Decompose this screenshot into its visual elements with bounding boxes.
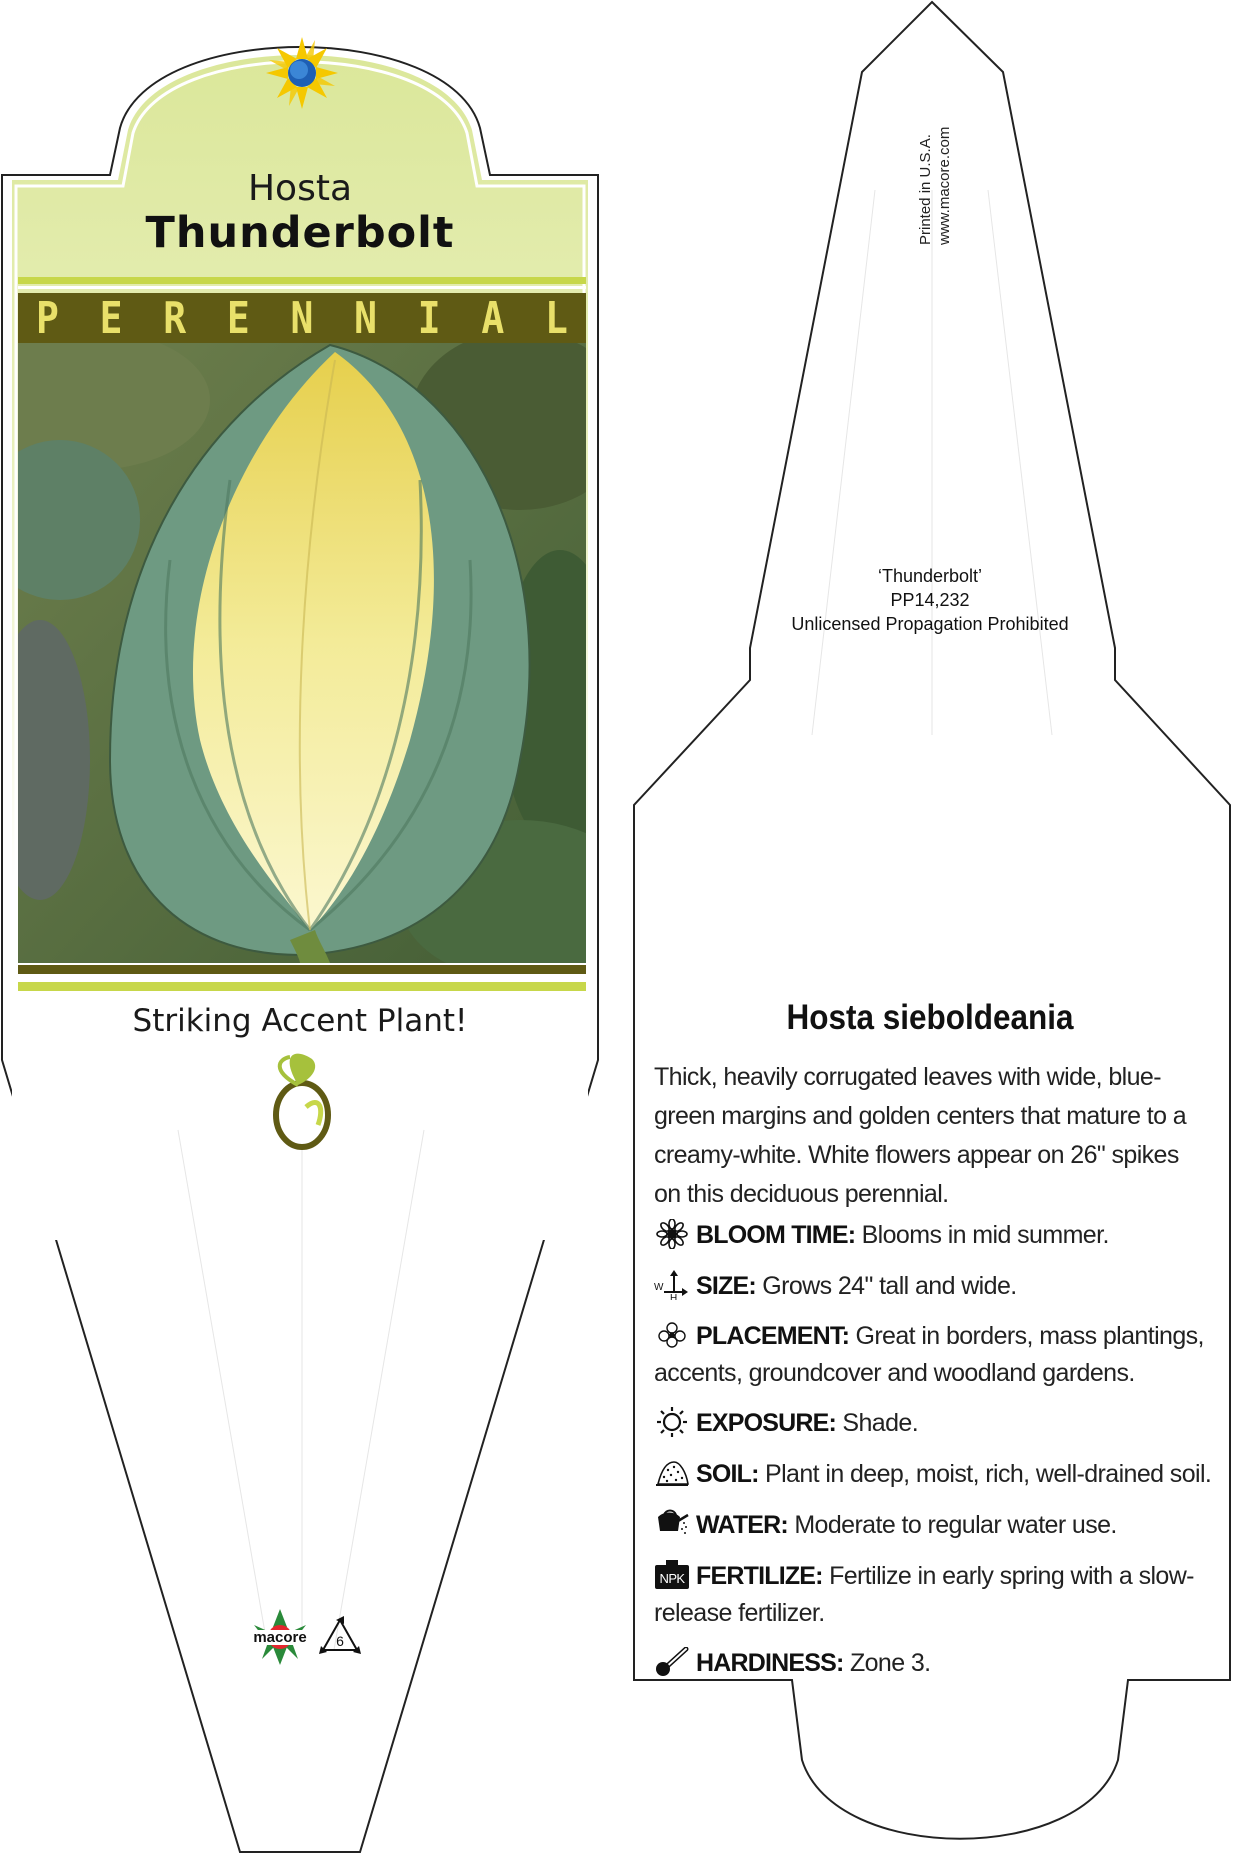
hosta-photo (0, 330, 640, 980)
soil-icon (654, 1458, 690, 1488)
placement-icon (654, 1320, 690, 1350)
patent-name: ‘Thunderbolt’ (877, 566, 983, 586)
sun-icon (654, 1407, 690, 1437)
svg-text:6: 6 (336, 1633, 344, 1649)
svg-text:W: W (654, 1282, 663, 1293)
attr-water (654, 1507, 1214, 1544)
attr-label: SIZE: (696, 1272, 756, 1300)
attr-value: Zone 3. (849, 1649, 931, 1677)
attr-value: Shade. (842, 1409, 919, 1437)
svg-text:macore: macore (253, 1629, 307, 1646)
patent-number: PP14,232 (890, 590, 970, 610)
npk-label: NPK (659, 1571, 685, 1586)
attr-value: Plant in deep, moist, rich, well-drained soil. (765, 1460, 1212, 1488)
attr-label: PLACEMENT: (696, 1322, 850, 1350)
scientific-name: Hosta sieboldeania (786, 998, 1074, 1037)
attr-label: SOIL: (696, 1460, 759, 1488)
attr-bloom-time (654, 1217, 1214, 1254)
attr-hardiness (654, 1645, 1214, 1682)
perennial-letter: L (545, 292, 568, 344)
attr-value: Fertilize in early spring with a slow-release fertilizer. (654, 1562, 1194, 1627)
perennial-letter: E (99, 292, 123, 344)
printed-in-usa (916, 95, 953, 245)
perennial-label (18, 292, 586, 344)
perennial-letter: P (36, 292, 59, 344)
perennial-letter: E (226, 292, 250, 344)
perennial-letter: A (481, 292, 505, 344)
plant-genus: Hosta (247, 168, 353, 209)
patent-notice: Unlicensed Propagation Prohibited (791, 614, 1069, 634)
attr-size (654, 1268, 1214, 1305)
plant-description: Thick, heavily corrugated leaves with wide, blue-green margins and golden centers that mature to a creamy-white. White flowers appear on 26" spikes on this deciduous perennial. (654, 1063, 1187, 1208)
printed-line: Printed in U.S.A. (917, 134, 934, 245)
attr-label: WATER: (696, 1511, 788, 1539)
plant-cultivar: Thunderbolt (145, 208, 455, 258)
tagline: Striking Accent Plant! (132, 1003, 468, 1039)
thermometer-icon (654, 1647, 690, 1677)
size-icon (654, 1270, 690, 1300)
attr-value: Great in borders, mass plantings, accents, groundcover and woodland gardens. (654, 1322, 1204, 1387)
website-line: www.macore.com (936, 126, 953, 245)
patent-block (740, 564, 1120, 636)
attr-label: BLOOM TIME: (696, 1221, 856, 1249)
attr-label: FERTILIZE: (696, 1562, 823, 1590)
attr-exposure (654, 1405, 1214, 1442)
npk-icon (654, 1560, 690, 1590)
watering-can-icon (654, 1509, 690, 1539)
attr-fertilize (654, 1558, 1214, 1632)
attr-label: HARDINESS: (696, 1649, 844, 1677)
perennial-letter: R (163, 292, 187, 344)
attr-value: Moderate to regular water use. (794, 1511, 1117, 1539)
flower-icon (654, 1219, 690, 1249)
attr-label: EXPOSURE: (696, 1409, 837, 1437)
perennial-letter: N (290, 292, 314, 344)
attr-soil (654, 1456, 1214, 1493)
attr-value: Grows 24" tall and wide. (762, 1272, 1017, 1300)
svg-text:H: H (670, 1293, 677, 1300)
attr-value: Blooms in mid summer. (861, 1221, 1109, 1249)
perennial-letter: N (354, 292, 378, 344)
perennial-letter: I (417, 292, 441, 344)
attr-placement (654, 1318, 1214, 1392)
